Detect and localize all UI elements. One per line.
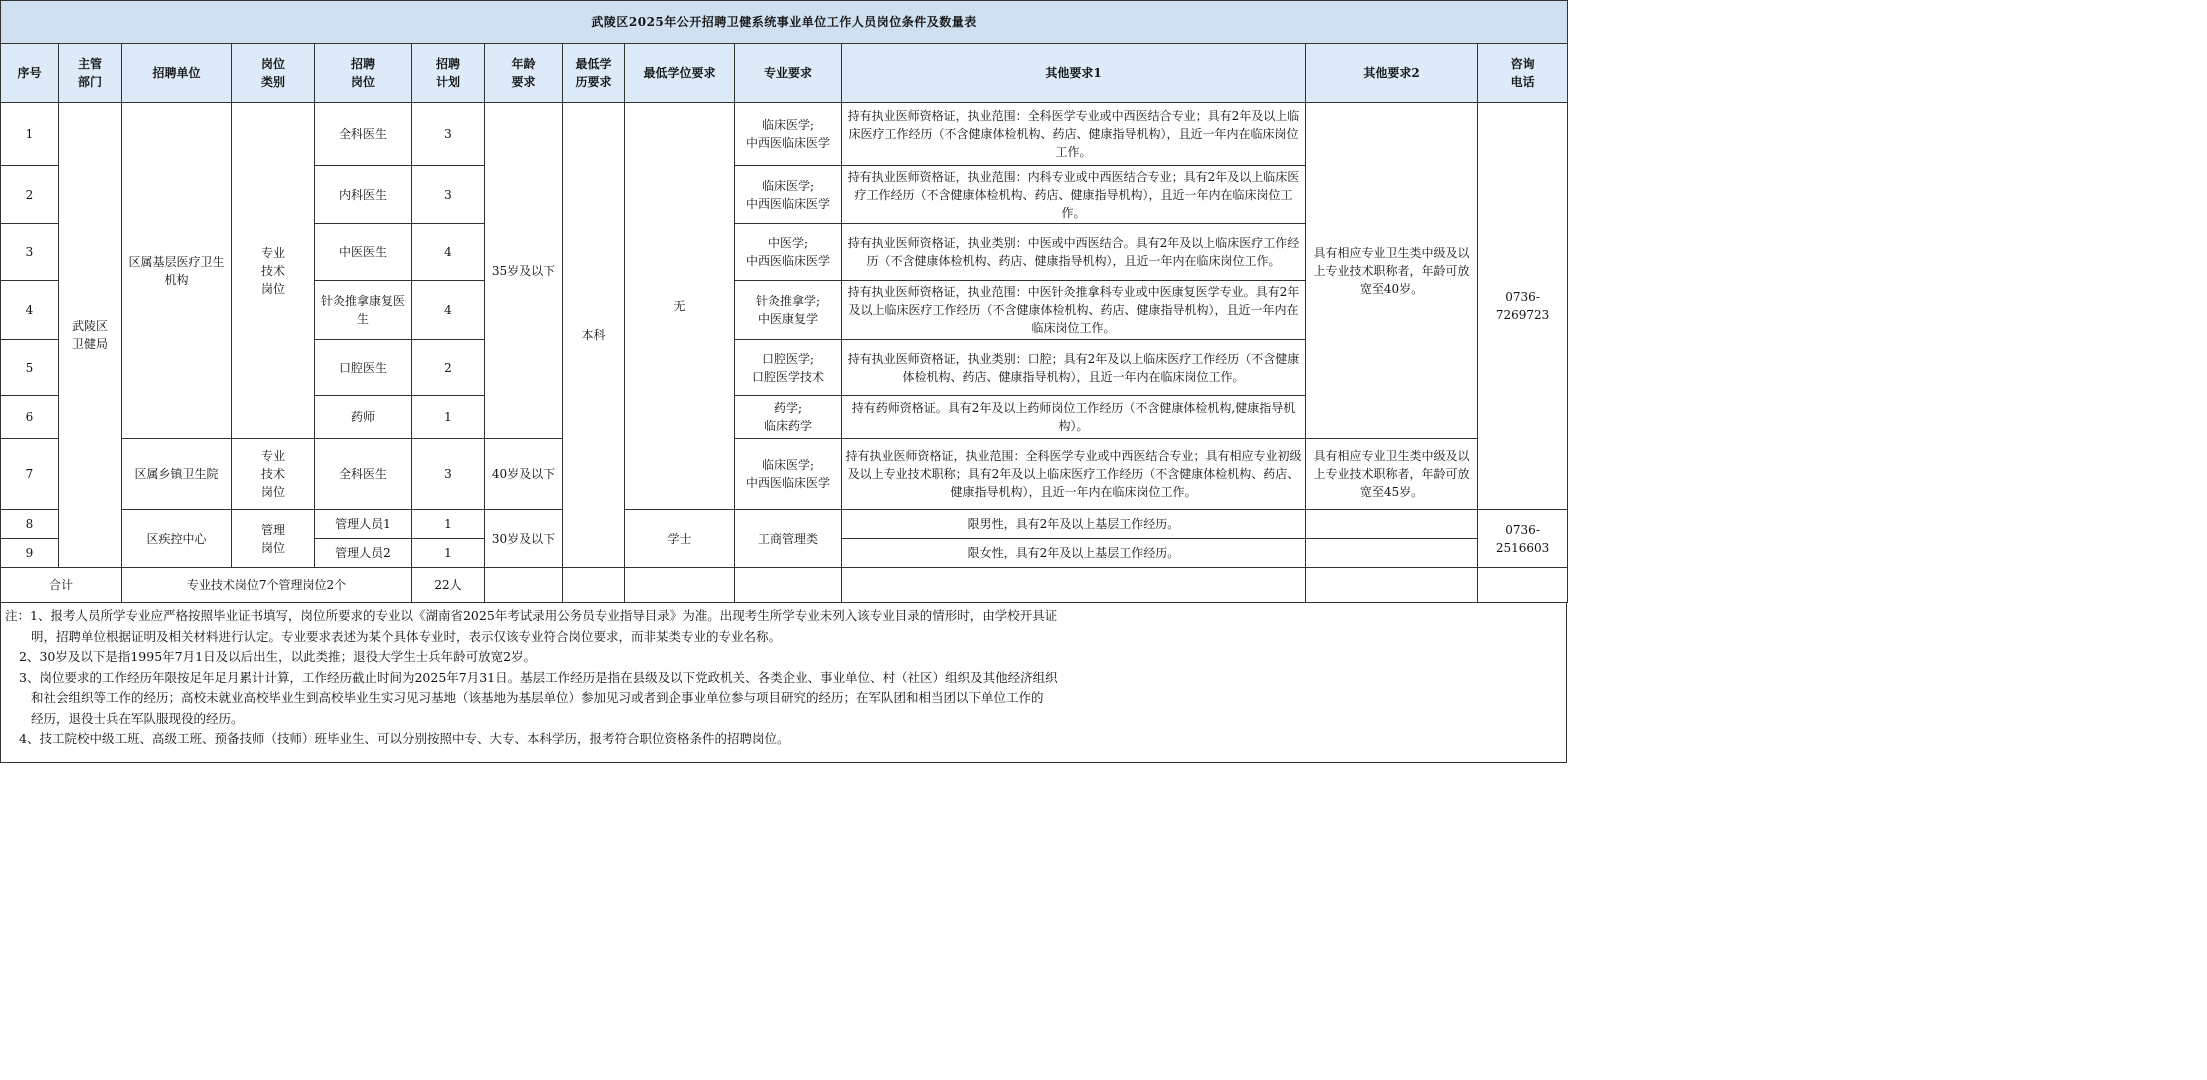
total-count: 22人: [412, 568, 485, 603]
row-major: 临床医学; 中西医临床医学: [735, 439, 842, 510]
post-type-cell: 专业 技术 岗位: [232, 103, 315, 439]
other2-empty: [1306, 539, 1478, 568]
note-line: 注：1、报考人员所学专业应严格按照毕业证书填写，岗位所要求的专业以《湖南省2025年考试录用公务员专业指导目录》为准。出现考生所学专业未列入该专业目录的情形时，由学校开具证: [5, 608, 1058, 623]
header-dept: 主管 部门: [59, 44, 122, 103]
row-post: 全科医生: [315, 439, 412, 510]
total-empty: [735, 568, 842, 603]
header-other2: 其他要求2: [1306, 44, 1478, 103]
degree-cell: 无: [625, 103, 735, 510]
age-cell: 40岁及以下: [485, 439, 563, 510]
notes-section: [0, 603, 1567, 763]
dept-cell: 武陵区 卫健局: [59, 103, 122, 568]
table-row: [1, 510, 1568, 539]
row-seq: 6: [1, 396, 59, 439]
recruitment-table: [0, 0, 1568, 603]
unit-cell: 区疾控中心: [122, 510, 232, 568]
row-post: 口腔医生: [315, 340, 412, 396]
row-major: 中医学; 中西医临床医学: [735, 224, 842, 281]
row-other1: 持有执业医师资格证，执业范围：内科专业或中西医结合专业；具有2年及以上临床医疗工作经历（不含健康体检机构、药店、健康指导机构），且近一年内在临床岗位工作。: [842, 166, 1306, 224]
row-other1: 持有执业医师资格证，执业范围：全科医学专业或中西医结合专业；具有相应专业初级及以上专业技术职称；具有2年及以上临床医疗工作经历（不含健康体检机构、药店、健康指导机构），且近一年内在临床岗位工作。: [842, 439, 1306, 510]
header-post: 招聘 岗位: [315, 44, 412, 103]
total-posts: 专业技术岗位7个管理岗位2个: [122, 568, 412, 603]
row-major: 药学; 临床药学: [735, 396, 842, 439]
row-seq: 4: [1, 281, 59, 340]
total-empty: [485, 568, 563, 603]
post-type-cell: 专业 技术 岗位: [232, 439, 315, 510]
other2-cell: 具有相应专业卫生类中级及以上专业技术职称者，年龄可放宽至40岁。: [1306, 103, 1478, 439]
row-plan: 3: [412, 166, 485, 224]
total-row: [1, 568, 1568, 603]
row-seq: 1: [1, 103, 59, 166]
post-type-cell: 管理 岗位: [232, 510, 315, 568]
row-major: 临床医学; 中西医临床医学: [735, 103, 842, 166]
row-other1: 限男性，具有2年及以上基层工作经历。: [842, 510, 1306, 539]
header-degree: 最低学位要求: [625, 44, 735, 103]
row-plan: 4: [412, 224, 485, 281]
phone-cell: 0736-7269723: [1478, 103, 1568, 510]
row-other1: 持有执业医师资格证，执业范围：全科医学专业或中西医结合专业；具有2年及以上临床医疗工作经历（不含健康体检机构、药店、健康指导机构），且近一年内在临床岗位工作。: [842, 103, 1306, 166]
row-plan: 2: [412, 340, 485, 396]
header-unit: 招聘单位: [122, 44, 232, 103]
table-row: [1, 439, 1568, 510]
row-post: 全科医生: [315, 103, 412, 166]
age-cell: 35岁及以下: [485, 103, 563, 439]
row-seq: 9: [1, 539, 59, 568]
unit-cell: 区属基层医疗卫生机构: [122, 103, 232, 439]
row-seq: 3: [1, 224, 59, 281]
row-other1: 持有药师资格证。具有2年及以上药师岗位工作经历（不含健康体检机构,健康指导机构）。: [842, 396, 1306, 439]
note-line: 2、30岁及以下是指1995年7月1日及以后出生，以此类推；退役大学生士兵年龄可放宽2岁。: [19, 649, 537, 664]
other2-empty: [1306, 510, 1478, 539]
row-major: 口腔医学; 口腔医学技术: [735, 340, 842, 396]
header-major: 专业要求: [735, 44, 842, 103]
header-seq: 序号: [1, 44, 59, 103]
header-other1: 其他要求1: [842, 44, 1306, 103]
row-seq: 8: [1, 510, 59, 539]
row-post: 药师: [315, 396, 412, 439]
header-post-type: 岗位 类别: [232, 44, 315, 103]
row-plan: 3: [412, 103, 485, 166]
row-major: 临床医学; 中西医临床医学: [735, 166, 842, 224]
degree-cell: 学士: [625, 510, 735, 568]
note-line: 明，招聘单位根据证明及相关材料进行认定。专业要求表述为某个具体专业时，表示仅该专业符合岗位要求，而非某类专业的专业名称。: [31, 628, 782, 644]
total-empty: [1306, 568, 1478, 603]
note-line: 经历，退役士兵在军队服现役的经历。: [31, 710, 244, 726]
total-empty: [563, 568, 625, 603]
total-label: 合计: [1, 568, 122, 603]
header-row: [1, 44, 1568, 103]
total-empty: [1478, 568, 1568, 603]
edu-cell: 本科: [563, 103, 625, 568]
major-cell: 工商管理类: [735, 510, 842, 568]
row-plan: 1: [412, 539, 485, 568]
row-seq: 5: [1, 340, 59, 396]
row-post: 管理人员1: [315, 510, 412, 539]
row-other1: 持有执业医师资格证，执业类别：中医或中西医结合。具有2年及以上临床医疗工作经历（不含健康体检机构、药店、健康指导机构），且近一年内在临床岗位工作。: [842, 224, 1306, 281]
row-post: 管理人员2: [315, 539, 412, 568]
row-other1: 持有执业医师资格证，执业范围：中医针灸推拿科专业或中医康复医学专业。具有2年及以上临床医疗工作经历（不含健康体检机构、药店、健康指导机构），且近一年内在临床岗位工作。: [842, 281, 1306, 340]
row-plan: 1: [412, 396, 485, 439]
table-row: [1, 103, 1568, 166]
other2-cell: 具有相应专业卫生类中级及以上专业技术职称者，年龄可放宽至45岁。: [1306, 439, 1478, 510]
header-age: 年龄 要求: [485, 44, 563, 103]
age-cell: 30岁及以下: [485, 510, 563, 568]
row-post: 内科医生: [315, 166, 412, 224]
header-edu: 最低学 历要求: [563, 44, 625, 103]
row-major: 针灸推拿学; 中医康复学: [735, 281, 842, 340]
note-line: 3、岗位要求的工作经历年限按足年足月累计计算，工作经历截止时间为2025年7月31日。基层工作经历是指在县级及以下党政机关、各类企业、事业单位、村（社区）组织及其他经济组织: [19, 669, 1058, 685]
row-plan: 3: [412, 439, 485, 510]
header-plan: 招聘 计划: [412, 44, 485, 103]
unit-cell: 区属乡镇卫生院: [122, 439, 232, 510]
row-post: 针灸推拿康复医生: [315, 281, 412, 340]
row-plan: 1: [412, 510, 485, 539]
row-seq: 2: [1, 166, 59, 224]
total-empty: [842, 568, 1306, 603]
row-other1: 限女性，具有2年及以上基层工作经历。: [842, 539, 1306, 568]
note-line: 和社会组织等工作的经历；高校未就业高校毕业生到高校毕业生实习见习基地（该基地为基层单位）参加见习或者到企事业单位参与项目研究的经历；在军队团和相当团以下单位工作的: [31, 690, 1044, 705]
row-other1: 持有执业医师资格证，执业类别：口腔；具有2年及以上临床医疗工作经历（不含健康体检机构、药店、健康指导机构），且近一年内在临床岗位工作。: [842, 340, 1306, 396]
row-plan: 4: [412, 281, 485, 340]
page-title: 武陵区2025年公开招聘卫健系统事业单位工作人员岗位条件及数量表: [1, 1, 1568, 44]
row-seq: 7: [1, 439, 59, 510]
phone-cell: 0736-2516603: [1478, 510, 1568, 568]
row-post: 中医医生: [315, 224, 412, 281]
header-phone: 咨询 电话: [1478, 44, 1568, 103]
note-line: 4、技工院校中级工班、高级工班、预备技师（技师）班毕业生、可以分别按照中专、大专、本科学历，报考符合职位资格条件的招聘岗位。: [19, 731, 790, 746]
total-empty: [625, 568, 735, 603]
